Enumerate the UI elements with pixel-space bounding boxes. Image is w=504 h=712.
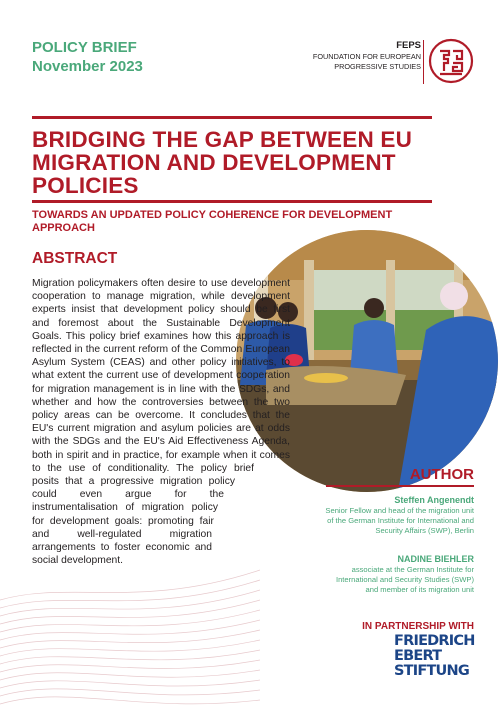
title-rule-bottom: [32, 200, 432, 203]
author-name: NADINE BIEHLER: [397, 554, 474, 564]
title-rule-top: [32, 116, 432, 119]
feps-name-line2: PROGRESSIVE STUDIES: [334, 61, 421, 71]
author-rule: [326, 485, 474, 487]
brief-type-label: POLICY BRIEF: [32, 39, 137, 56]
text-wrap-spacer: [235, 479, 290, 492]
text-wrap-spacer: [214, 519, 290, 532]
author-entry: [324, 494, 474, 537]
author-name: Steffen Angenendt: [394, 495, 474, 505]
document-title: BRIDGING THE GAP BETWEEN EU MIGRATION AND DEVELOPMENT POLICIES: [32, 127, 413, 198]
author-bio: associate at the German Institute for International and Security Studies (SWP) and member of its migration unit: [335, 565, 474, 595]
text-wrap-spacer: [224, 492, 290, 505]
fes-logo-line2: EBERT: [394, 648, 442, 664]
brief-date: November 2023: [32, 58, 143, 75]
text-wrap-spacer: [272, 637, 290, 650]
author-heading: AUTHOR: [409, 466, 474, 483]
feps-divider: [423, 40, 424, 84]
author-entry: [324, 553, 474, 596]
text-wrap-spacer: [254, 466, 290, 479]
feps-abbr: FEPS: [396, 40, 421, 51]
text-wrap-spacer: [218, 506, 290, 519]
author-bio: Senior Fellow and head of the migration unit of the German Institute for International and Security Affairs (SWP), Berlin: [325, 506, 474, 536]
abstract-heading: ABSTRACT: [32, 250, 118, 267]
decorative-waves: [0, 540, 260, 712]
partnership-heading: IN PARTNERSHIP WITH: [362, 621, 474, 632]
document-subtitle: TOWARDS AN UPDATED POLICY COHERENCE FOR DEVELOPMENT APPROACH: [32, 209, 393, 234]
feps-name-line1: FOUNDATION FOR EUROPEAN: [312, 52, 421, 61]
brief-header: [32, 38, 143, 76]
feps-logo-icon: [428, 38, 474, 84]
fes-logo-line3: STIFTUNG: [394, 663, 469, 679]
feps-org-name: [313, 40, 421, 71]
fes-logo-line1: FRIEDRICH: [394, 633, 475, 649]
fes-logo: [394, 634, 474, 682]
abstract-paragraph: Migration policymakers often desire to use development cooperation to manage migration, while development experts insist that development policy should be first and foremost about the Sustainable Development Goals. This policy brief examines how this approach is reflected in the current reform of the Common European Asylum System (CEAS) and other policy initiatives, to what extent the current use of development cooperation for migration management is in line with the SDGs, and whether and how the controversies between the two policy areas can be overcome. It concludes that the EU's current migration and asylum policies are at odds with the SDGs and the EU's Aid Effectiveness Agenda, both in spirit and in practice, for example when it comes to the use of conditionality. The policy brief posits that a progressive migration policy could even argue for the instrumentalisation of migration policy for development goals: promoting fair and well-regulated migration arrangements to foster economic and social development.: [32, 278, 290, 567]
